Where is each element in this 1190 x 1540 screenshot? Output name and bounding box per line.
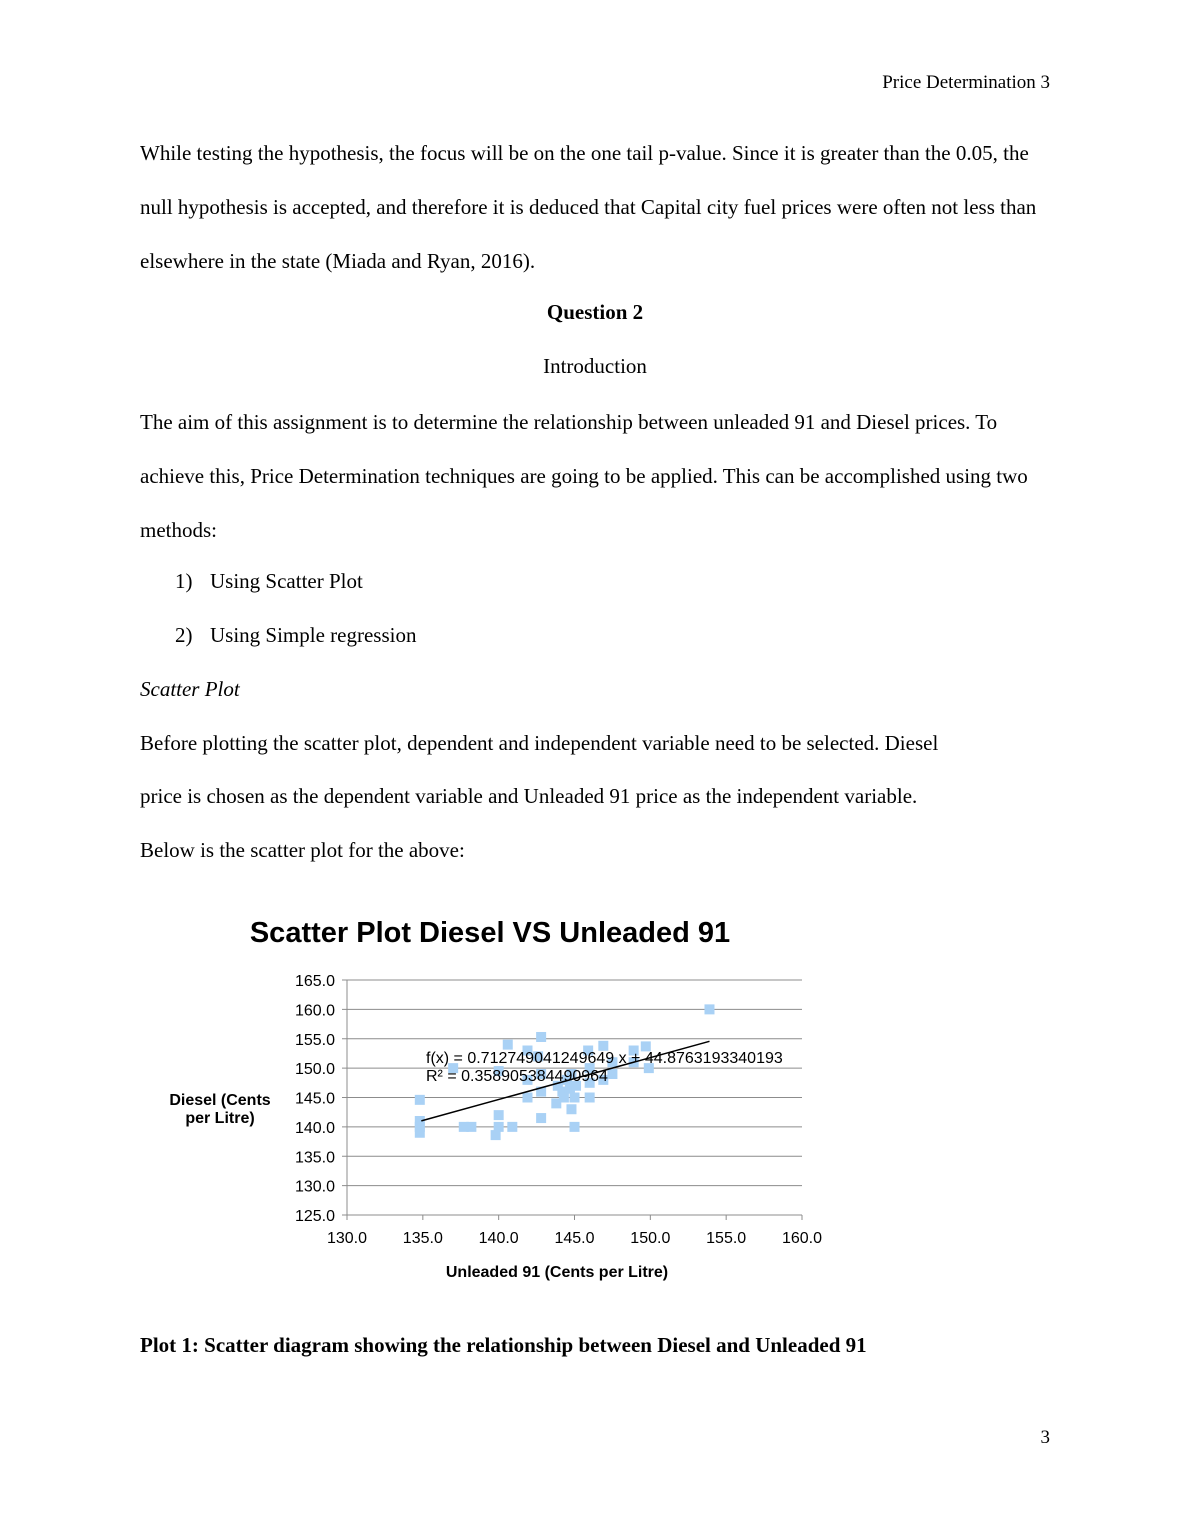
y-tick-label: 165.0: [294, 973, 335, 990]
data-point: [607, 1069, 617, 1079]
data-point: [704, 1004, 714, 1014]
x-tick-label: 160.0: [781, 1230, 823, 1247]
data-point: [415, 1095, 425, 1105]
running-header: Price Determination 3: [882, 72, 1050, 93]
y-tick-label: 155.0: [294, 1031, 335, 1049]
introduction-heading: Introduction: [543, 354, 647, 378]
list-number: 1): [175, 569, 193, 593]
list-item: [175, 569, 363, 594]
data-point: [415, 1128, 425, 1138]
y-tick-label: 150.0: [294, 1061, 335, 1079]
data-point: [494, 1110, 504, 1120]
paragraph-variables-line3: Below is the scatter plot for the above:: [140, 838, 465, 862]
x-tick-label: 145.0: [554, 1230, 595, 1247]
list-text: Using Simple regression: [210, 623, 417, 647]
y-tick-label: 160.0: [294, 1002, 335, 1020]
y-axis-label-line2: per Litre): [185, 1110, 255, 1127]
trendline-r-squared: R² = 0.358905384490964: [426, 1068, 608, 1085]
x-tick-label: 155.0: [706, 1230, 747, 1247]
data-point: [570, 1093, 580, 1103]
x-tick-label: 135.0: [402, 1230, 443, 1247]
x-tick-label: 140.0: [478, 1230, 519, 1247]
figure-caption: Plot 1: Scatter diagram showing the relationship between Diesel and Unleaded 91: [140, 1333, 867, 1357]
data-point: [522, 1093, 532, 1103]
scatter-chart: [150, 905, 850, 1295]
data-point: [466, 1122, 476, 1132]
data-point: [585, 1093, 595, 1103]
data-point: [503, 1040, 513, 1050]
y-tick-label: 145.0: [294, 1090, 335, 1108]
data-point: [566, 1104, 576, 1114]
list-item: [175, 623, 416, 648]
page-number: 3: [1040, 1427, 1050, 1448]
scatter-plot-heading: Scatter Plot: [140, 677, 240, 701]
paragraph-hypothesis: While testing the hypothesis, the focus will be on the one tail p-value. Since it is greater than the 0.05, the null hypothesis is accepted, and therefore it is deduced that Capital city fuel prices were often not less than elsewhere in the state (Miada and Ryan, 2016).: [140, 141, 1037, 273]
data-point: [494, 1122, 504, 1132]
tick-labels: [295, 973, 822, 1247]
x-tick-label: 150.0: [630, 1230, 671, 1247]
y-axis-label-line1: Diesel (Cents: [169, 1092, 271, 1109]
data-point: [507, 1122, 517, 1132]
x-tick-label: 130.0: [326, 1230, 368, 1247]
paragraph-variables-line1: Before plotting the scatter plot, dependent and independent variable need to be selected. Diesel: [140, 731, 939, 755]
question-heading: Question 2: [546, 300, 644, 324]
data-point: [536, 1113, 546, 1123]
y-tick-label: 130.0: [294, 1178, 335, 1196]
y-tick-label: 125.0: [294, 1208, 335, 1225]
y-tick-label: 140.0: [294, 1119, 335, 1137]
trendline-equation: f(x) = 0.712749041249649 x + 44.8763193340193: [426, 1050, 783, 1067]
list-number: 2): [175, 623, 193, 647]
list-text: Using Scatter Plot: [210, 569, 363, 593]
data-point: [570, 1122, 580, 1132]
data-point: [536, 1032, 546, 1042]
scatter-chart-svg: [150, 905, 850, 1295]
paragraph-aim: The aim of this assignment is to determine the relationship between unleaded 91 and Diesel prices. To achieve this, Price Determination techniques are going to be applied. This can be accomplished using two methods:: [140, 410, 1028, 542]
paragraph-variables-line2: price is chosen as the dependent variable and Unleaded 91 price as the independent variable.: [140, 784, 918, 808]
y-tick-label: 135.0: [294, 1149, 335, 1167]
data-point: [559, 1093, 569, 1103]
x-axis-label: Unleaded 91 (Cents per Litre): [445, 1264, 669, 1281]
chart-title: Scatter Plot Diesel VS Unleaded 91: [249, 917, 731, 949]
